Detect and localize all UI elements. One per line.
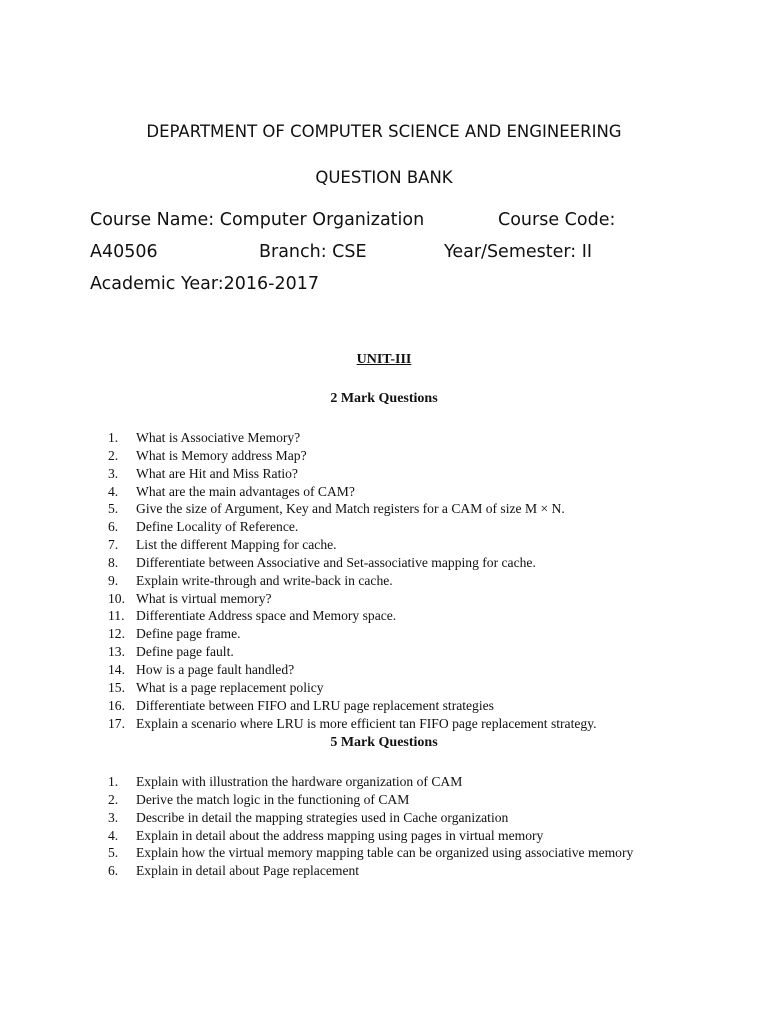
question-item bbox=[108, 697, 668, 715]
question-number: 7. bbox=[108, 537, 119, 553]
question-number: 3. bbox=[108, 809, 119, 825]
department-title: DEPARTMENT OF COMPUTER SCIENCE AND ENGINEERING bbox=[146, 122, 622, 141]
question-item bbox=[108, 643, 668, 661]
five-mark-heading: 5 Mark Questions bbox=[330, 735, 438, 750]
question-item bbox=[108, 715, 668, 733]
question-number: 1. bbox=[108, 430, 119, 445]
question-text: Differentiate between FIFO and LRU page replacement strategies bbox=[136, 697, 494, 713]
academic-year: Academic Year:2016-2017 bbox=[90, 274, 320, 294]
question-text: Explain in detail about the address mapping using pages in virtual memory bbox=[136, 827, 544, 843]
question-text: Explain write-through and write-back in cache. bbox=[136, 572, 393, 588]
question-number: 6. bbox=[108, 863, 119, 879]
question-item bbox=[108, 827, 668, 845]
question-number: 4. bbox=[108, 827, 119, 843]
branch: Branch: CSE bbox=[259, 242, 367, 262]
question-item bbox=[108, 844, 668, 862]
question-item bbox=[108, 625, 668, 643]
course-name: Course Name: Computer Organization bbox=[90, 210, 425, 230]
question-number: 10. bbox=[108, 590, 125, 606]
question-item bbox=[108, 554, 668, 572]
unit-title: UNIT-III bbox=[356, 352, 412, 367]
question-text: What are the main advantages of CAM? bbox=[136, 483, 355, 499]
document-type-title: QUESTION BANK bbox=[315, 168, 453, 187]
question-number: 2. bbox=[108, 791, 119, 807]
question-number: 11. bbox=[108, 608, 125, 624]
year-semester: Year/Semester: II bbox=[444, 242, 593, 262]
question-text: Explain a scenario where LRU is more efficient tan FIFO page replacement strategy. bbox=[136, 715, 597, 731]
question-text: Describe in detail the mapping strategies used in Cache organization bbox=[136, 809, 509, 825]
question-item bbox=[108, 607, 668, 625]
question-number: 16. bbox=[108, 697, 125, 713]
course-code-value: A40506 bbox=[90, 242, 158, 262]
question-number: 9. bbox=[108, 572, 119, 588]
question-text: Define page fault. bbox=[136, 644, 234, 660]
question-number: 14. bbox=[108, 661, 125, 677]
question-number: 3. bbox=[108, 465, 119, 481]
question-item bbox=[108, 809, 668, 827]
question-number: 4. bbox=[108, 483, 119, 499]
question-item bbox=[108, 862, 668, 880]
question-number: 5. bbox=[108, 501, 119, 517]
question-text: What is a page replacement policy bbox=[136, 679, 324, 695]
question-text: What is Memory address Map? bbox=[136, 447, 307, 463]
question-number: 1. bbox=[108, 774, 119, 789]
question-number: 5. bbox=[108, 845, 119, 861]
question-item bbox=[108, 590, 668, 608]
question-text: Define Locality of Reference. bbox=[136, 519, 299, 535]
question-text: Explain in detail about Page replacement bbox=[136, 863, 360, 879]
two-mark-question-list bbox=[108, 429, 668, 732]
two-mark-heading: 2 Mark Questions bbox=[330, 391, 438, 406]
question-text: What is Associative Memory? bbox=[136, 430, 301, 445]
question-text: Explain with illustration the hardware organization of CAM bbox=[136, 774, 463, 789]
question-number: 13. bbox=[108, 644, 125, 660]
question-number: 6. bbox=[108, 519, 119, 535]
question-item bbox=[108, 536, 668, 554]
question-item bbox=[108, 500, 668, 518]
question-text: Differentiate between Associative and Set-associative mapping for cache. bbox=[136, 554, 536, 570]
five-mark-question-list bbox=[108, 773, 668, 880]
question-number: 2. bbox=[108, 447, 119, 463]
question-text: What is virtual memory? bbox=[136, 590, 272, 606]
question-text: Differentiate Address space and Memory space. bbox=[136, 608, 397, 624]
question-item bbox=[108, 429, 668, 447]
question-text: Give the size of Argument, Key and Match registers for a CAM of size M × N. bbox=[136, 501, 565, 517]
question-item bbox=[108, 791, 668, 809]
question-item bbox=[108, 773, 668, 791]
question-text: Explain how the virtual memory mapping table can be organized using associative memory bbox=[136, 845, 634, 861]
question-text: What are Hit and Miss Ratio? bbox=[136, 465, 298, 481]
question-text: Derive the match logic in the functioning of CAM bbox=[136, 791, 410, 807]
course-code-label: Course Code: bbox=[498, 210, 616, 230]
question-text: Define page frame. bbox=[136, 626, 241, 642]
question-number: 8. bbox=[108, 554, 119, 570]
question-item bbox=[108, 572, 668, 590]
question-number: 17. bbox=[108, 715, 125, 731]
question-item bbox=[108, 447, 668, 465]
question-item bbox=[108, 483, 668, 501]
question-item bbox=[108, 518, 668, 536]
question-number: 15. bbox=[108, 679, 125, 695]
question-item bbox=[108, 465, 668, 483]
question-text: List the different Mapping for cache. bbox=[136, 537, 337, 553]
question-item bbox=[108, 661, 668, 679]
question-item bbox=[108, 679, 668, 697]
question-text: How is a page fault handled? bbox=[136, 661, 295, 677]
question-number: 12. bbox=[108, 626, 125, 642]
